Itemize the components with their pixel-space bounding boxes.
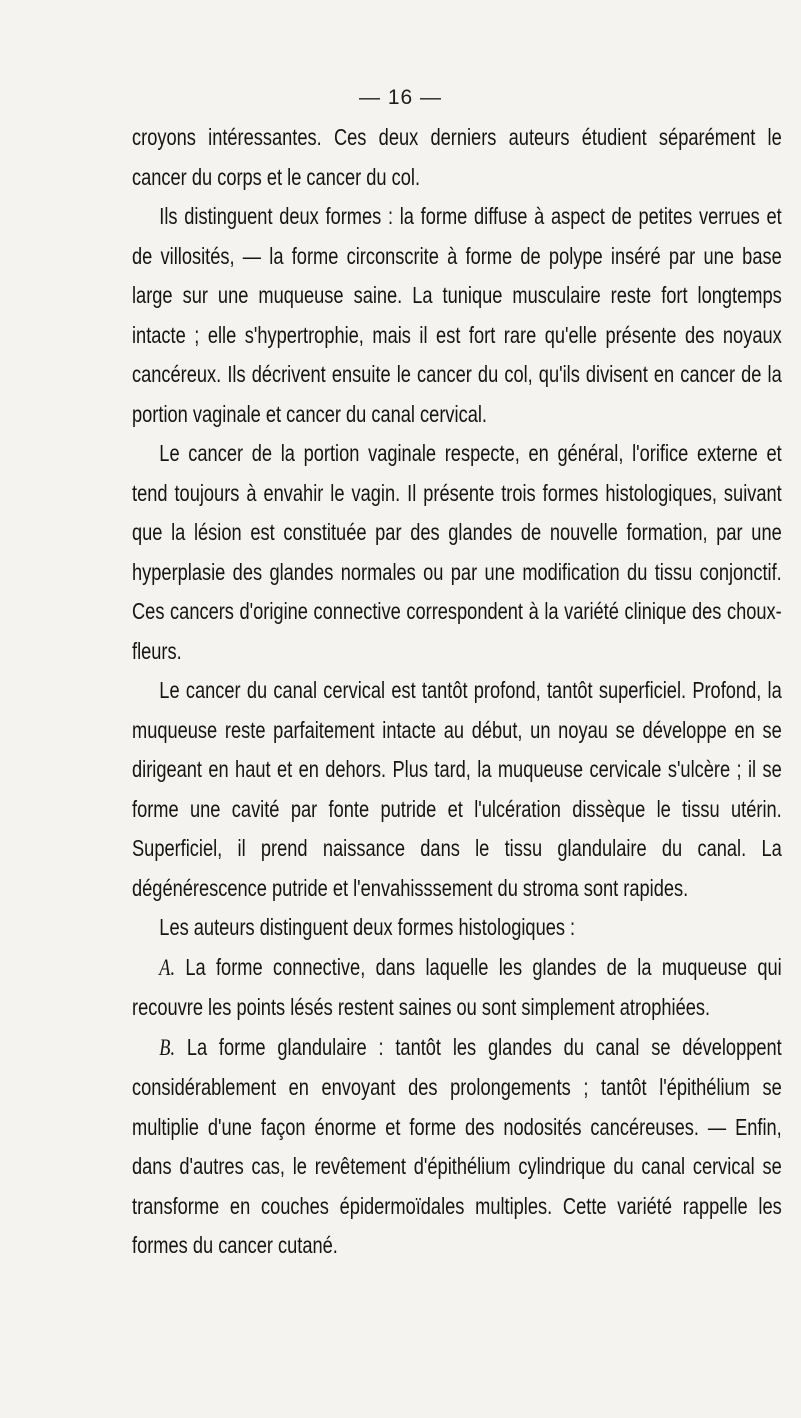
paragraph: Le cancer du canal cervical est tantôt profond, tantôt superficiel. Profond, la muqueuse reste parfaitement intacte au début, un noyau se développe en se dirigeant en haut et en dehors. Plus tard, la muqueuse cervicale s'ulcère ; il se forme une cavité par fonte putride et l'ulcération dissèque le tissu utérin. Superficiel, il prend naissance dans le tissu glandulaire du canal. La dégénérescence putride et l'envahisssement du stroma sont rapides. [132, 677, 782, 901]
paragraph: Les auteurs distinguent deux formes histologiques : [159, 914, 576, 940]
paragraph: B. La forme glandulaire : tantôt les glandes du canal se développent considérablement en envoyant des prolongements ; tantôt l'épithélium se multiplie d'une façon énorme et forme des nodosités cancéreuses. — Enfin, dans d'autres cas, le revêtement d'épithélium cylindrique du canal cervical se transforme en couches épidermoïdales multiples. Cette variété rappelle les formes du cancer cutané. [132, 1033, 782, 1258]
paragraph: Le cancer de la portion vaginale respecte, en général, l'orifice externe et tend toujours à envahir le vagin. Il présente trois formes histologiques, suivant que la lésion est constituée par des glandes de nouvelle formation, par une hyperplasie des glandes normales ou par une modification du tissu conjonctif. Ces cancers d'origine connective correspondent à la variété clinique des choux-fleurs. [132, 440, 782, 664]
paragraph: A. La forme connective, dans laquelle les glandes de la muqueuse qui recouvre les points lésés restent saines ou sont simplement atrophiées. [132, 953, 782, 1020]
page-number: — 16 — [358, 86, 443, 109]
paragraph: Ils distinguent deux formes : la forme diffuse à aspect de petites verrues et de villosités, — la forme circonscrite à forme de polype inséré par une base large sur une muqueuse saine. La tunique musculaire reste fort longtemps intacte ; elle s'hypertrophie, mais il est fort rare qu'elle présente des noyaux cancéreux. Ils décrivent ensuite le cancer du col, qu'ils divisent en cancer de la portion vaginale et cancer du canal cervical. [132, 203, 782, 427]
list-letter: B. [159, 1034, 176, 1061]
list-letter: A. [159, 954, 176, 981]
body-text [132, 118, 782, 1266]
paragraph: croyons intéressantes. Ces deux derniers auteurs étudient séparément le cancer du corps et le cancer du col. [132, 124, 782, 190]
